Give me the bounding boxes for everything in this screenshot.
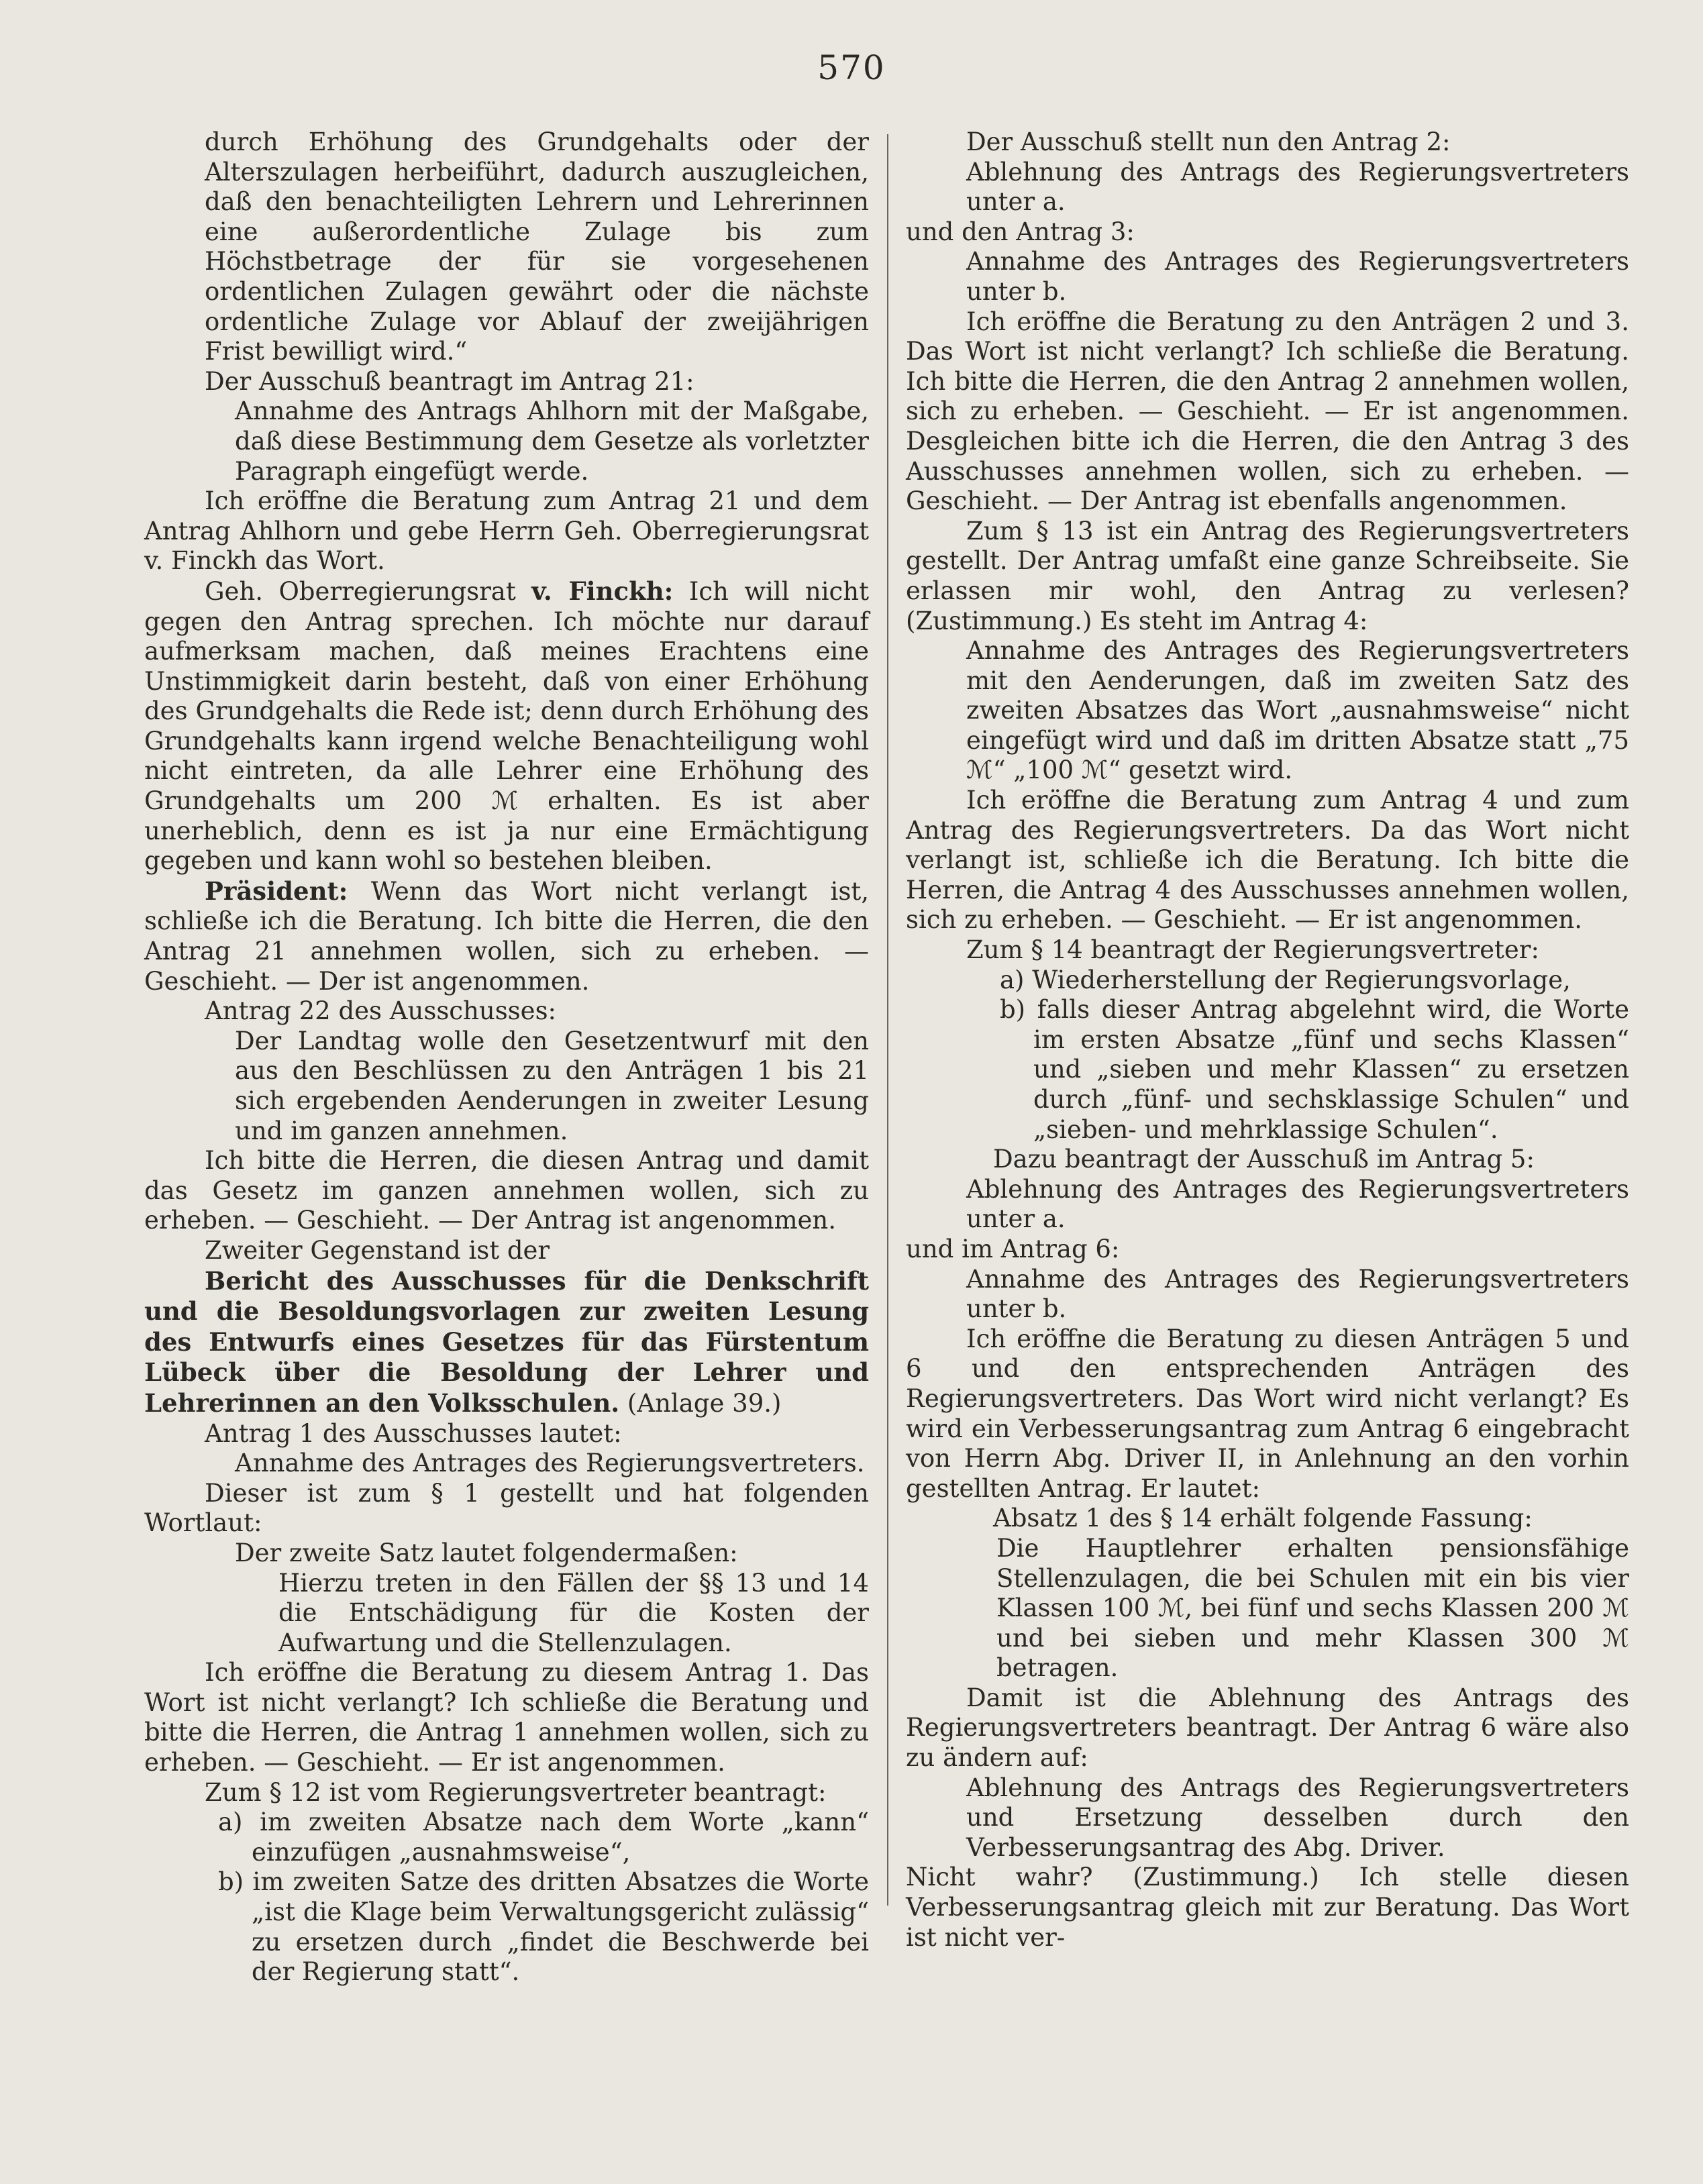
paragraph-text: b) falls dieser Antrag abgelehnt wird, die Worte im ersten Absatze „fünf und sechs Klassen“ und „sieben und mehr Klassen“ zu ersetzen durch „fünf- und sechsklassige Schulen“ und „sieben- und mehrklassige Schulen“. bbox=[1000, 995, 1629, 1144]
paragraph-text: Ablehnung des Antrages des Regierungsvertreters unter a. bbox=[966, 1174, 1629, 1234]
paragraph-text: Der zweite Satz lautet folgendermaßen: bbox=[235, 1538, 738, 1567]
paragraph-text: Ablehnung des Antrags des Regierungsvertreters und Ersetzung desselben durch den Verbesserungsantrag des Abg. Driver. bbox=[966, 1773, 1629, 1862]
paragraph bbox=[144, 1569, 869, 1659]
paragraph-text: Ich eröffne die Beratung zu diesen Anträgen 5 und 6 und den entsprechenden Anträgen des Regierungsvertreters. Das Wort wird nicht verlangt? Es wird ein Verbesserungsantrag zum Antrag 6 eingebracht von Herrn Abg. Driver II, in Anlehnung an den vorhin gestellten Antrag. Er lautet: bbox=[906, 1324, 1629, 1503]
paragraph-text: Antrag 1 des Ausschusses lautet: bbox=[205, 1418, 622, 1448]
paragraph bbox=[144, 1419, 869, 1449]
paragraph-text: Ich eröffne die Beratung zu den Anträgen 2 und 3. Das Wort ist nicht verlangt? Ich schließe die Beratung. Ich bitte die Herren, die den Antrag 2 annehmen wollen, sich zu erheben. — Geschieht. — Er ist angenommen. Desgleichen bitte ich die Herren, die den Antrag 3 des Ausschusses annehmen wollen, sich zu erheben. — Geschieht. — Der Antrag ist ebenfalls angenommen. bbox=[906, 307, 1629, 516]
paragraph bbox=[906, 1324, 1629, 1504]
paragraph-text: (Anlage 39.) bbox=[619, 1388, 782, 1418]
paragraph bbox=[144, 1808, 869, 1867]
paragraph bbox=[906, 1863, 1629, 1953]
paragraph-text: Die Hauptlehrer erhalten pensionsfähige Stellenzulagen, die bei Schulen mit ein bis vier Klassen 100 ℳ, bei fünf und sechs Klassen 200 ℳ und bei sieben und mehr Klassen 300 ℳ betragen. bbox=[996, 1533, 1629, 1683]
paragraph-text: Ich eröffne die Beratung zum Antrag 4 und zum Antrag des Regierungsvertreters. Da das Wort nicht verlangt ist, schließe ich die Beratung. Ich bitte die Herren, die Antrag 4 des Ausschusses annehmen wollen, sich zu erheben. — Geschieht. — Er ist angenommen. bbox=[906, 786, 1629, 935]
paragraph-text: und im Antrag 6: bbox=[906, 1234, 1120, 1263]
paragraph bbox=[906, 786, 1629, 935]
paragraph bbox=[144, 1146, 869, 1236]
paragraph-text: Ich will nicht gegen den Antrag sprechen. Ich möchte nur darauf aufmerksam machen, daß meines Erachtens eine Unstimmigkeit darin besteht, daß von einer Erhöhung des Grundgehalts die Rede ist; denn durch Erhöhung des Grundgehalts kann irgend welche Benachteiligung wohl nicht eintreten, da alle Lehrer eine Erhöhung des Grundgehalts um 200 ℳ erhalten. Es ist aber unerheblich, denn es ist ja nur eine Ermächtigung gegeben und kann wohl so bestehen bleiben. bbox=[144, 576, 869, 876]
paragraph bbox=[144, 1236, 869, 1266]
right-column bbox=[906, 127, 1629, 1953]
paragraph-text: Der Ausschuß beantragt im Antrag 21: bbox=[205, 366, 694, 396]
paragraph bbox=[906, 1504, 1629, 1534]
paragraph-text: Antrag 22 des Ausschusses: bbox=[205, 996, 557, 1026]
paragraph-text: a) Wiederherstellung der Regierungsvorlage, bbox=[1000, 965, 1571, 994]
paragraph-text: Dazu beantragt der Ausschuß im Antrag 5: bbox=[993, 1145, 1535, 1174]
paragraph-text: Ablehnung des Antrags des Regierungsvertreters unter a. bbox=[966, 157, 1629, 217]
paragraph bbox=[144, 1658, 869, 1777]
paragraph-text: Zum § 14 beantragt der Regierungsvertreter: bbox=[966, 935, 1539, 965]
paragraph-text: Damit ist die Ablehnung des Antrags des Regierungsvertreters beantragt. Der Antrag 6 wäre also zu ändern auf: bbox=[906, 1683, 1629, 1773]
paragraph-text: Ich bitte die Herren, die diesen Antrag und damit das Gesetz im ganzen annehmen wollen, sich zu erheben. — Geschieht. — Der Antrag ist angenommen. bbox=[144, 1146, 869, 1235]
paragraph-text: Wenn das Wort nicht verlangt ist, schließe ich die Beratung. Ich bitte die Herren, die den Antrag 21 annehmen wollen, sich zu erheben. — Geschieht. — Der ist angenommen. bbox=[144, 876, 869, 996]
paragraph-text: Zum § 13 ist ein Antrag des Regierungsvertreters gestellt. Der Antrag umfaßt eine ganze Schreibseite. Sie erlassen mir wohl, den Antrag zu verlesen? (Zustimmung.) Es steht im Antrag 4: bbox=[906, 516, 1629, 635]
paragraph-prefix: Geh. Oberregierungsrat bbox=[205, 576, 532, 606]
paragraph bbox=[906, 966, 1629, 996]
paragraph bbox=[144, 996, 869, 1027]
paragraph bbox=[144, 1867, 869, 1987]
paragraph-text: Annahme des Antrages des Regierungsvertreters mit den Aenderungen, daß im zweiten Satz des zweiten Absatzes das Wort „ausnahmsweise“ nicht eingefügt wird und daß im dritten Absatze statt „75 ℳ“ „100 ℳ“ gesetzt wird. bbox=[966, 636, 1629, 785]
paragraph bbox=[144, 486, 869, 576]
paragraph-text: Absatz 1 des § 14 erhält folgende Fassung: bbox=[993, 1504, 1533, 1533]
paragraph bbox=[906, 636, 1629, 786]
paragraph-text: Der Ausschuß stellt nun den Antrag 2: bbox=[966, 127, 1451, 156]
paragraph bbox=[906, 127, 1629, 158]
paragraph bbox=[144, 1449, 869, 1479]
paragraph-text: Ich eröffne die Beratung zu diesem Antrag 1. Das Wort ist nicht verlangt? Ich schließe die Beratung und bitte die Herren, die Antrag 1 annehmen wollen, sich zu erheben. — Geschieht. — Er ist angenommen. bbox=[144, 1658, 869, 1777]
paragraph-text: Zum § 12 ist vom Regierungsvertreter beantragt: bbox=[205, 1777, 827, 1807]
paragraph-text: Der Landtag wolle den Gesetzentwurf mit den aus den Beschlüssen zu den Anträgen 1 bis 21 sich ergebenden Aenderungen in zweiter Lesung und im ganzen annehmen. bbox=[235, 1026, 869, 1145]
paragraph bbox=[144, 1266, 869, 1419]
paragraph bbox=[906, 935, 1629, 966]
paragraph bbox=[906, 1235, 1629, 1265]
paragraph bbox=[144, 1479, 869, 1539]
paragraph-text: Annahme des Antrages des Regierungsvertreters unter b. bbox=[966, 1264, 1629, 1324]
speaker-name: v. Finckh: bbox=[531, 576, 674, 606]
speaker-name: Präsident: bbox=[205, 876, 348, 906]
paragraph-text: Dieser ist zum § 1 gestellt und hat folgenden Wortlaut: bbox=[144, 1478, 869, 1538]
paragraph-text: Annahme des Antrages des Regierungsvertreters unter b. bbox=[966, 247, 1629, 306]
paragraph bbox=[906, 517, 1629, 636]
speaker-name: Bericht des Ausschusses für die Denkschrift und die Besoldungsvorlagen zur zweiten Lesung des Entwurfs eines Gesetzes für das Fürstentum Lübeck über die Besoldung der Lehrer und Lehrerinnen an den Volksschulen. bbox=[144, 1265, 869, 1418]
paragraph bbox=[906, 1683, 1629, 1773]
paragraph bbox=[144, 1027, 869, 1146]
paragraph bbox=[906, 247, 1629, 307]
paragraph-text: Zweiter Gegenstand ist der bbox=[205, 1235, 550, 1265]
paragraph-text: Ich eröffne die Beratung zum Antrag 21 und dem Antrag Ahlhorn und gebe Herrn Geh. Oberregierungsrat v. Finckh das Wort. bbox=[144, 486, 869, 576]
page-number: 570 bbox=[817, 48, 886, 87]
paragraph-text: und den Antrag 3: bbox=[906, 217, 1135, 246]
paragraph-text: durch Erhöhung des Grundgehalts oder der Alterszulagen herbeiführt, dadurch auszugleichen, daß den benachteiligten Lehrern und Lehrerinnen eine außerordentliche Zulage bis zum Höchstbetrage der für sie vorgesehenen ordentlichen Zulagen gewährt oder die nächste ordentliche Zulage vor Ablauf der zweijährigen Frist bewilligt wird.“ bbox=[205, 127, 869, 366]
paragraph-text: a) im zweiten Absatze nach dem Worte „kann“ einzufügen „ausnahmsweise“, bbox=[218, 1808, 869, 1867]
left-column bbox=[144, 127, 869, 1987]
paragraph-text: Annahme des Antrags Ahlhorn mit der Maßgabe, daß diese Bestimmung dem Gesetze als vorletzter Paragraph eingefügt werde. bbox=[235, 397, 869, 486]
paragraph bbox=[906, 1145, 1629, 1175]
paragraph bbox=[144, 127, 869, 367]
column-divider bbox=[887, 134, 888, 1906]
paragraph bbox=[906, 1175, 1629, 1235]
paragraph bbox=[906, 1534, 1629, 1683]
paragraph bbox=[144, 1778, 869, 1808]
paragraph-text: Nicht wahr? (Zustimmung.) Ich stelle diesen Verbesserungsantrag gleich mit zur Beratung. Das Wort ist nicht ver- bbox=[906, 1863, 1629, 1952]
paragraph bbox=[906, 1773, 1629, 1863]
paragraph bbox=[906, 158, 1629, 217]
paragraph bbox=[906, 1265, 1629, 1324]
paragraph-text: Hierzu treten in den Fällen der §§ 13 und 14 die Entschädigung für die Kosten der Aufwartung und die Stellenzulagen. bbox=[278, 1568, 869, 1657]
paragraph bbox=[144, 876, 869, 996]
paragraph bbox=[906, 995, 1629, 1145]
paragraph bbox=[144, 397, 869, 486]
paragraph bbox=[906, 217, 1629, 248]
paragraph bbox=[144, 1539, 869, 1569]
paragraph bbox=[144, 367, 869, 397]
paragraph bbox=[906, 307, 1629, 517]
paragraph bbox=[144, 576, 869, 876]
paragraph-text: Annahme des Antrages des Regierungsvertreters. bbox=[235, 1449, 865, 1478]
paragraph-text: b) im zweiten Satze des dritten Absatzes die Worte „ist die Klage beim Verwaltungsgericht zulässig“ zu ersetzen durch „findet die Beschwerde bei der Regierung statt“. bbox=[218, 1867, 869, 1987]
